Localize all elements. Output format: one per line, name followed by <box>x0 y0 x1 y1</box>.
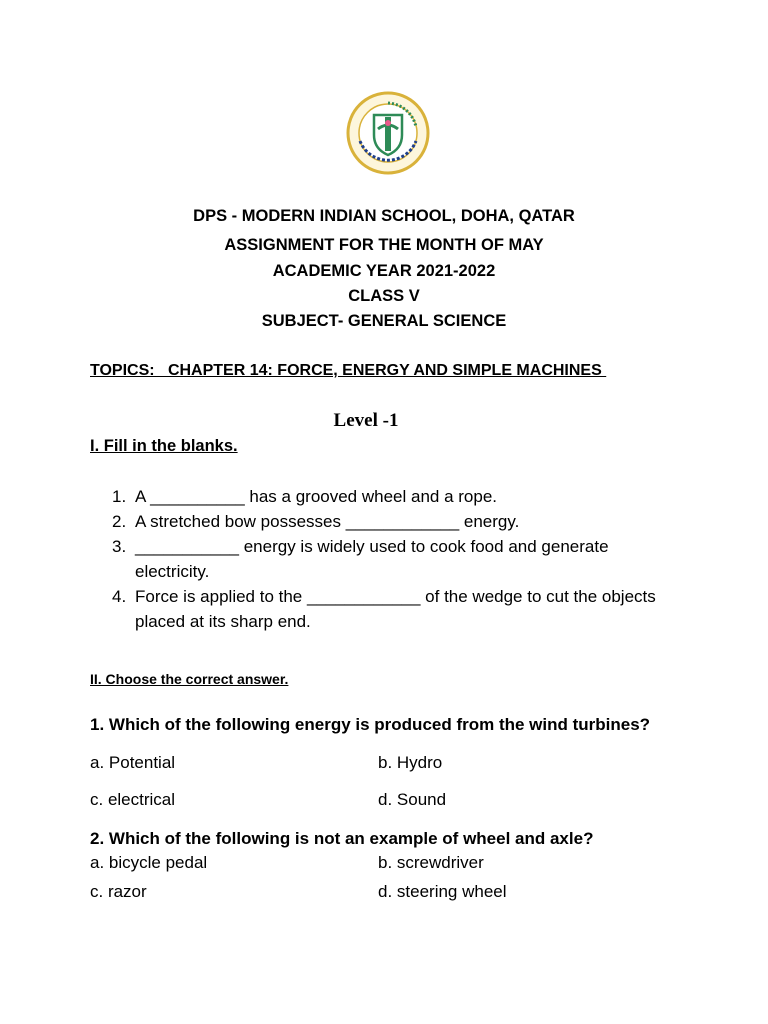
school-name: DPS - MODERN INDIAN SCHOOL, DOHA, QATAR <box>193 207 575 225</box>
level-heading: Level -1 <box>333 410 399 431</box>
section-fill-blanks-heading: I. Fill in the blanks. <box>90 437 238 455</box>
q2-option-a: a. bicycle pedal <box>90 853 208 872</box>
q1-option-c: c. electrical <box>90 790 176 809</box>
q2-option-b: b. screwdriver <box>378 853 484 872</box>
list-item <box>112 484 672 509</box>
topics-heading: TOPICS: CHAPTER 14: FORCE, ENERGY AND SIMPLE MACHINES <box>90 362 607 379</box>
question-1: 1. Which of the following energy is produced from the wind turbines? <box>90 715 651 734</box>
item-text: Force is applied to the ____________ of the wedge to cut the objects placed at its sharp end. <box>135 587 656 631</box>
class-label: CLASS V <box>348 287 420 305</box>
q1-option-a: a. Potential <box>90 753 176 772</box>
list-item <box>112 534 672 584</box>
section-choose-answer-heading: II. Choose the correct answer. <box>90 671 289 687</box>
item-number: 3. <box>112 537 127 556</box>
school-logo <box>346 91 430 175</box>
q2-option-c: c. razor <box>90 882 147 901</box>
q1-option-d: d. Sound <box>378 790 447 809</box>
academic-year: ACADEMIC YEAR 2021-2022 <box>272 262 496 280</box>
q1-option-b: b. Hydro <box>378 753 443 772</box>
list-item <box>112 584 672 634</box>
question-2: 2. Which of the following is not an example of wheel and axle? <box>90 829 594 848</box>
item-number: 2. <box>112 512 127 531</box>
list-item <box>112 509 672 534</box>
item-text: ___________ energy is widely used to cook food and generate electricity. <box>135 537 609 581</box>
item-text: A __________ has a grooved wheel and a rope. <box>135 487 498 506</box>
q2-option-d: d. steering wheel <box>378 882 507 901</box>
assignment-title: ASSIGNMENT FOR THE MONTH OF MAY <box>224 236 544 254</box>
item-number: 1. <box>112 487 127 506</box>
item-number: 4. <box>112 587 127 606</box>
subject-label: SUBJECT- GENERAL SCIENCE <box>261 312 507 330</box>
item-text: A stretched bow possesses ____________ energy. <box>135 512 520 531</box>
fill-blanks-list <box>112 484 672 634</box>
